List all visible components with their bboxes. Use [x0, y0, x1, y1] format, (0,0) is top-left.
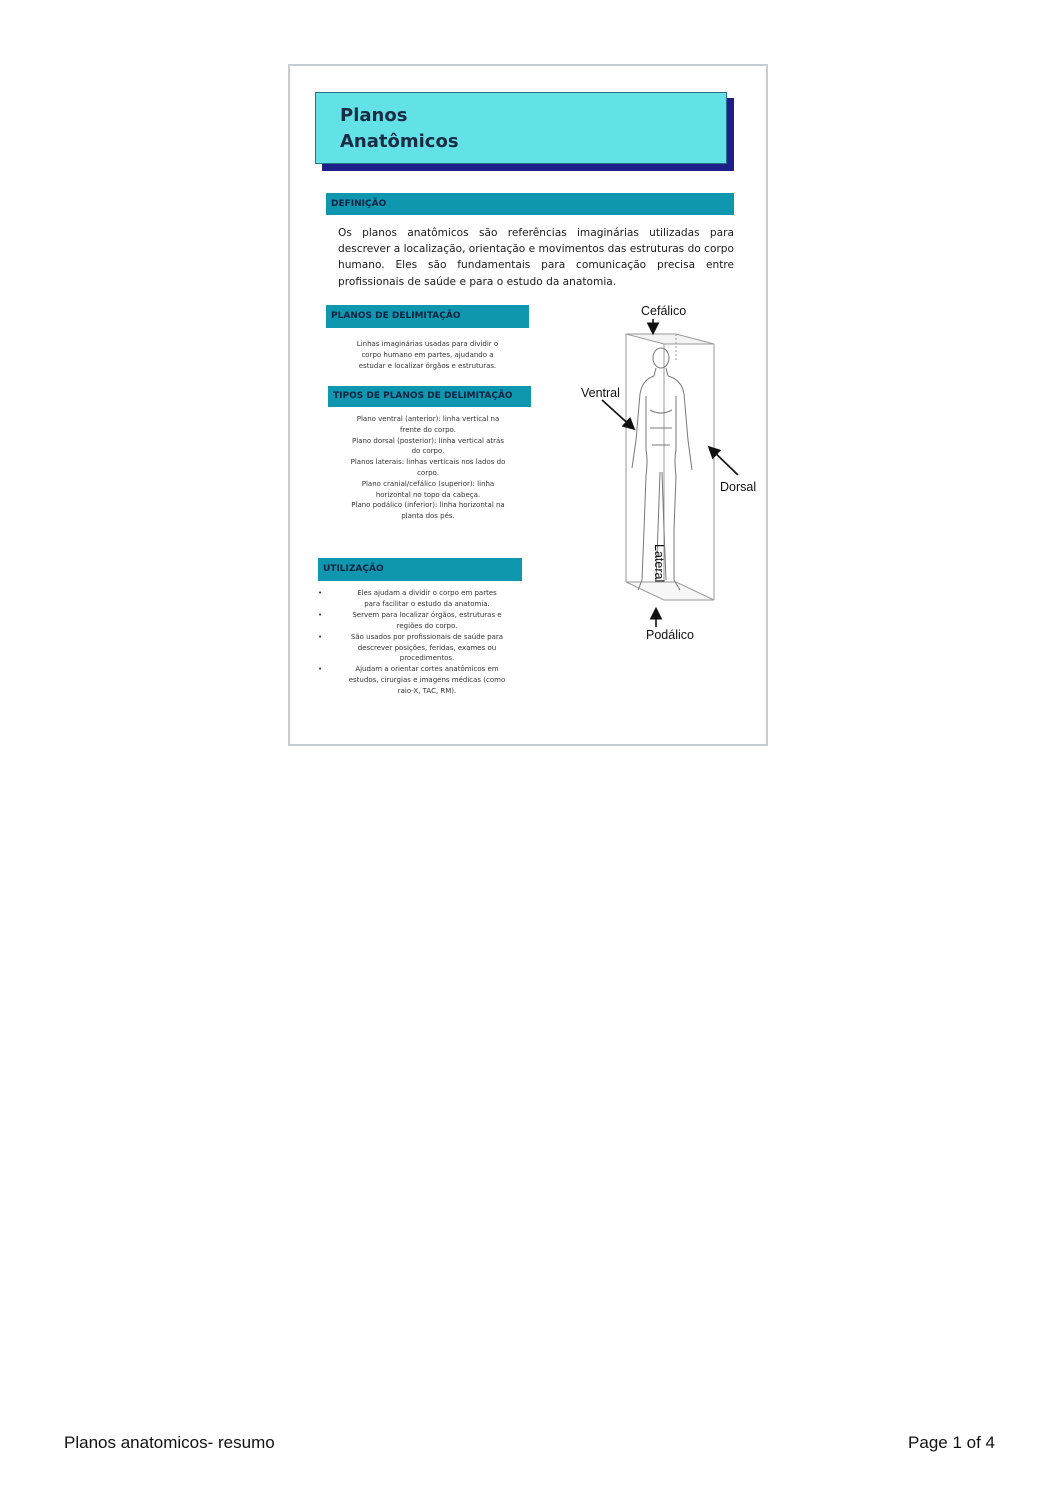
label-podalico: Podálico: [646, 628, 694, 642]
usage-line: regiões do corpo.: [396, 621, 458, 630]
delimitation-line: corpo humano em partes, ajudando a: [361, 350, 494, 359]
types-heading: TIPOS DE PLANOS DE DELIMITAÇÃO: [328, 386, 531, 407]
usage-heading: UTILIZAÇÃO: [318, 558, 522, 581]
types-line: Plano dorsal (posterior): linha vertical atrás: [351, 436, 504, 445]
usage-line: descrever posições, feridas, exames ou: [357, 643, 497, 652]
delimitation-line: Linhas imaginárias usadas para dividir o: [356, 340, 499, 348]
label-dorsal: Dorsal: [720, 480, 757, 494]
list-item: [318, 632, 526, 665]
title-box: [315, 92, 727, 164]
footer-page-indicator: Page 1 of 4: [908, 1433, 995, 1452]
bullet-icon: •: [318, 665, 323, 674]
delimitation-text: [326, 339, 529, 371]
arrow-ventral-icon: [602, 400, 633, 428]
types-line: Plano podálico (inferior): linha horizontal na: [351, 501, 505, 510]
usage-line: estudos, cirurgias e imagens médicas (como: [348, 676, 506, 685]
bullet-icon: •: [318, 610, 323, 619]
types-line: do corpo.: [411, 447, 445, 456]
anatomical-planes-figure: [576, 300, 766, 645]
usage-line: para facilitar o estudo da anatomia.: [364, 599, 490, 608]
usage-line: raio-X, TAC, RM).: [397, 687, 457, 696]
types-line: corpo.: [417, 468, 439, 477]
bullet-icon: •: [318, 589, 323, 597]
usage-list: [318, 588, 526, 697]
types-text: [328, 414, 528, 522]
footer-document-name: Planos anatomicos- resumo: [64, 1433, 275, 1452]
label-cefalico: Cefálico: [641, 304, 687, 318]
label-ventral: Ventral: [581, 386, 620, 400]
bullet-icon: •: [318, 632, 323, 641]
label-lateral: Lateral: [652, 544, 666, 583]
usage-line: São usados por profissionais de saúde para: [350, 632, 504, 641]
bounding-box-icon: [626, 334, 714, 600]
title-line-1: Planos: [340, 105, 408, 126]
list-item: [318, 664, 526, 697]
types-line: Planos laterais: linhas verticais nos lados do: [350, 458, 506, 467]
title-line-2: Anatômicos: [340, 131, 459, 152]
types-line: Plano ventral (anterior): linha vertical na: [356, 415, 500, 423]
usage-line: Ajudam a orientar cortes anatômicos em: [355, 665, 499, 674]
list-item: [318, 610, 526, 632]
definition-text: Os planos anatômicos são referências imaginárias utilizadas para descrever a localização, orientação e movimentos das estruturas do corpo humano. Eles são fundamentais para comunicação precisa entre profissionais de saúde e para o estudo da anatomia.: [338, 227, 735, 288]
types-line: horizontal no topo da cabeça.: [375, 490, 481, 499]
usage-line: Servem para localizar órgãos, estruturas e: [352, 610, 502, 619]
types-line: Plano cranial/cefálico (superior): linha: [361, 479, 495, 488]
types-line: frente do corpo.: [400, 425, 456, 434]
list-item: [318, 588, 526, 610]
delimitation-heading: PLANOS DE DELIMITAÇÃO: [326, 305, 529, 328]
usage-line: procedimentos.: [399, 654, 455, 663]
usage-line: Eles ajudam a dividir o corpo em partes: [357, 589, 497, 597]
direction-arrows-icon: [602, 319, 738, 627]
delimitation-line: estudar e localizar órgãos e estruturas.: [358, 361, 497, 370]
definition-heading: DEFINIÇÃO: [326, 193, 734, 215]
body-box-illustration: [576, 300, 766, 645]
types-line: planta dos pés.: [401, 512, 455, 521]
